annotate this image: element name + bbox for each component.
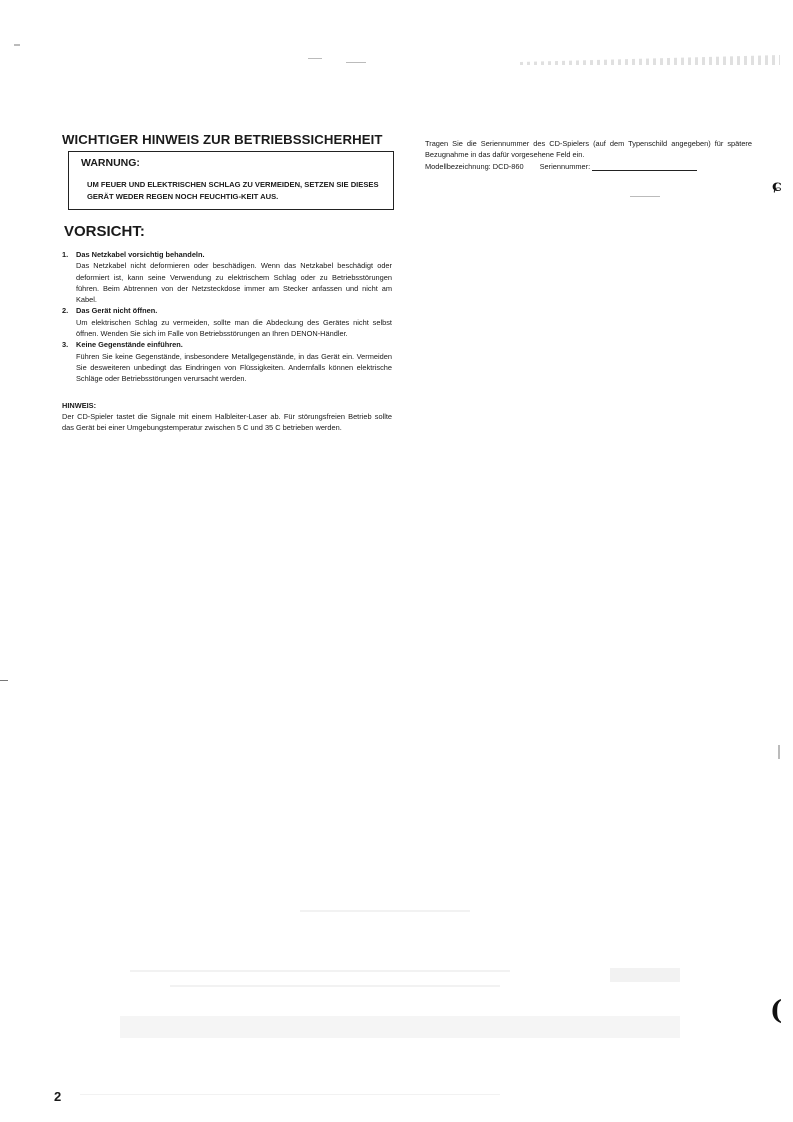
serial-instruction: Tragen Sie die Seriennummer des CD-Spielers (auf dem Typenschild angegeben) für spätere Bezugnahme in das dafür vorgesehene Feld ein. — [425, 139, 752, 160]
bleed-through — [120, 1016, 680, 1038]
caution-title: VORSICHT: — [64, 223, 145, 240]
scan-artifact-dot — [346, 62, 366, 63]
list-item — [62, 249, 392, 305]
bleed-through — [80, 1094, 500, 1095]
model-line — [425, 161, 752, 172]
scan-artifact-dot — [0, 680, 8, 681]
margin-mark: ( — [770, 996, 783, 1026]
warning-box — [68, 151, 394, 210]
warning-title: WARNUNG: — [81, 157, 140, 169]
hint-title: HINWEIS: — [62, 400, 97, 410]
scan-artifact-dot — [630, 196, 660, 197]
bleed-through — [170, 985, 500, 987]
scan-artifact-top — [520, 55, 780, 65]
bleed-through — [610, 968, 680, 982]
item-number: 1. — [62, 250, 69, 259]
scan-artifact-dot — [778, 745, 780, 759]
list-item — [62, 339, 392, 384]
safety-title: WICHTIGER HINWEIS ZUR BETRIEBSSICHERHEIT — [62, 132, 383, 147]
item-text: Das Netzkabel nicht deformieren oder beschädigen. Wenn das Netzkabel beschädigt oder deformiert ist, kann seine Verwendung zu elektrischem Schlag oder zu Betriebsstörungen führen. Beim Abtrennen von der Netzsteckdose immer am Stecker anfassen und nicht am Kabel. — [76, 261, 392, 305]
hint-section — [62, 400, 392, 434]
warning-text: UM FEUER UND ELEKTRISCHEN SCHLAG ZU VERMEIDEN, SETZEN SIE DIESES GERÄT WEDER REGEN NOCH FEUCHTIG-KEIT AUS. — [87, 180, 379, 201]
right-column — [425, 138, 752, 172]
page-number: 2 — [54, 1089, 62, 1104]
serial-number-field[interactable] — [592, 161, 697, 171]
margin-mark: ɕ — [772, 176, 782, 195]
item-heading: Keine Gegenstände einführen. — [76, 340, 183, 350]
model-label: Modellbezeichnung: DCD-860 — [425, 161, 524, 171]
item-text: Um elektrischen Schlag zu vermeiden, sollte man die Abdeckung des Gerätes nicht selbst öffnen. Wenden Sie sich im Falle von Betriebsstörungen an Ihren DENON-Händler. — [76, 317, 392, 339]
bleed-through — [130, 970, 510, 972]
serial-label: Seriennummer: — [539, 161, 591, 171]
list-item — [62, 305, 392, 339]
caution-list — [62, 249, 392, 385]
left-column — [62, 132, 392, 433]
item-number: 3. — [62, 340, 69, 350]
item-text: Führen Sie keine Gegenstände, insbesondere Metallgegenstände, in das Gerät ein. Vermeiden Sie desweiteren unbedingt das Eindringen von Flüssigkeiten. Andernfalls können elektrische Schläge oder Betriebsstörungen verursacht werden. — [76, 351, 392, 384]
scan-artifact-dot — [14, 44, 20, 46]
hint-text: Der CD-Spieler tastet die Signale mit einem Halbleiter-Laser ab. Für störungsfreien Betrieb sollte das Gerät bei einer Umgebungstemperatur zwischen 5 C und 35 C betrieben werden. — [62, 411, 392, 433]
scan-artifact-dot — [308, 58, 322, 59]
item-number: 2. — [62, 306, 69, 316]
item-heading: Das Netzkabel vorsichtig behandeln. — [76, 250, 205, 259]
bleed-through — [300, 910, 470, 912]
item-heading: Das Gerät nicht öffnen. — [76, 306, 158, 316]
